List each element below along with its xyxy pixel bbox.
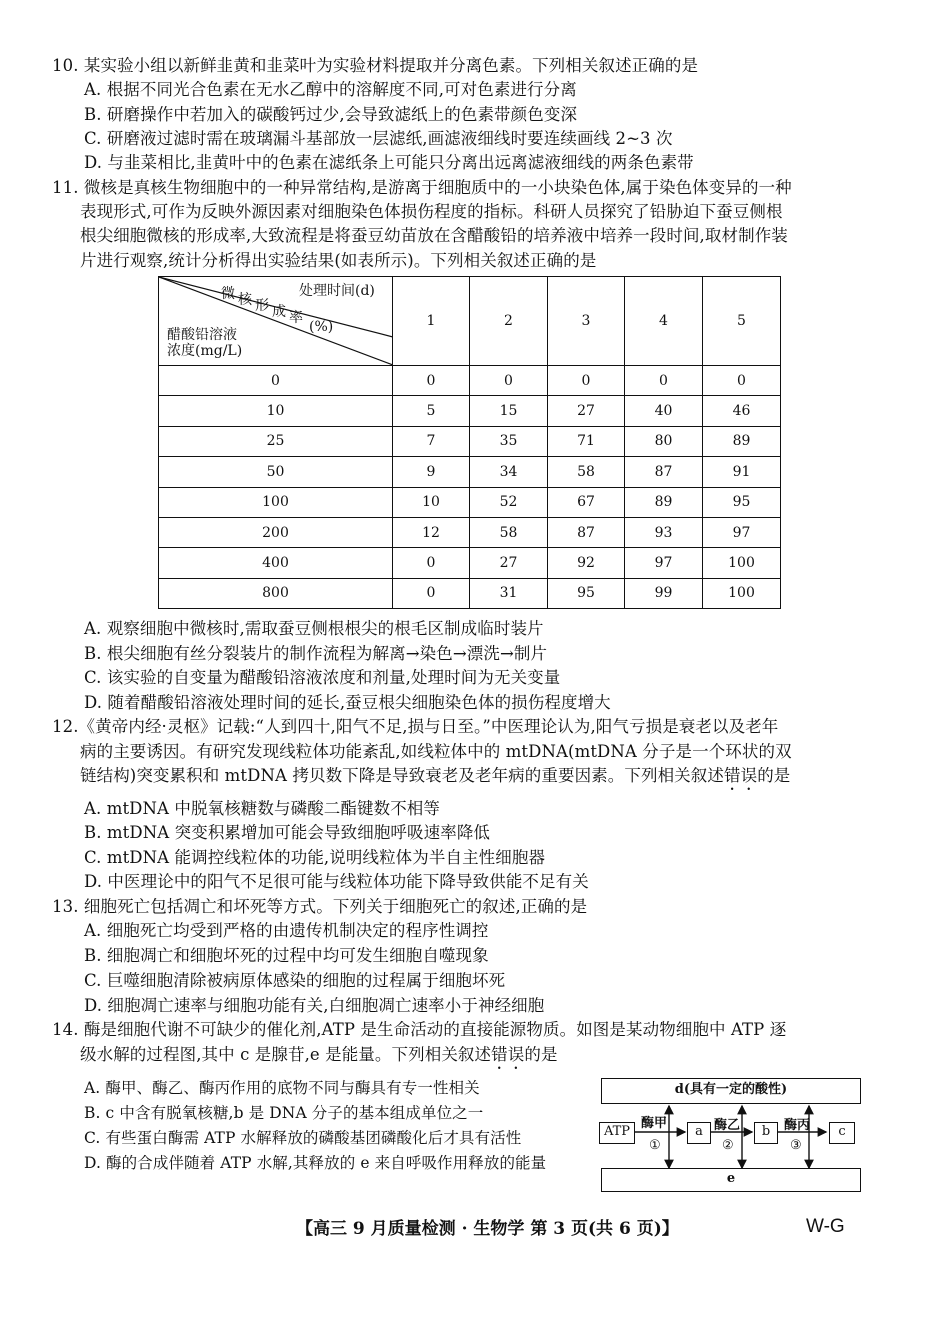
q14-option-d: D. 酶的合成伴随着 ATP 水解,其释放的 e 来自呼吸作用释放的能量 xyxy=(84,1154,547,1172)
rate-cell: 58 xyxy=(470,517,548,547)
q11-option-c: C. 该实验的自变量为醋酸铅溶液浓度和剂量,处理时间为无关变量 xyxy=(84,668,561,687)
enzyme-label: 酶乙 xyxy=(714,1118,741,1133)
rate-cell: 58 xyxy=(548,457,625,487)
q10-option-a: A. 根据不同光合色素在无水乙醇中的溶解度不同,可对色素进行分离 xyxy=(84,80,577,99)
header-day: 1 xyxy=(393,277,470,366)
rate-cell: 0 xyxy=(393,578,470,608)
table-row xyxy=(159,548,781,578)
table-corner-cell xyxy=(159,277,393,366)
q11-stem-line2: 表现形式,可作为反映外源因素对细胞染色体损伤程度的指标。科研人员探究了铅胁迫下蚕豆侧根 xyxy=(80,202,783,221)
rate-cell: 89 xyxy=(625,487,703,517)
q12-stem-line2: 病的主要诱因。有研究发现线粒体功能紊乱,如线粒体中的 mtDNA(mtDNA 分子是一个环状的双 xyxy=(80,742,792,761)
step-label: ② xyxy=(722,1138,734,1153)
q12-stem-line3-text: 链结构)突变累积和 mtDNA 拷贝数下降是导致衰老及老年病的重要因素。下列相关叙述 xyxy=(80,766,724,785)
q11-stem-line4: 片进行观察,统计分析得出实验结果(如表所示)。下列相关叙述正确的是 xyxy=(80,251,597,270)
rate-cell: 100 xyxy=(703,548,781,578)
q14-emphasis-word: 错误 xyxy=(491,1045,525,1064)
rate-cell: 92 xyxy=(548,548,625,578)
rate-cell: 12 xyxy=(393,517,470,547)
q14-stem-line2-text: 级水解的过程图,其中 c 是腺苷,e 是能量。下列相关叙述 xyxy=(80,1045,492,1064)
table-row xyxy=(159,457,781,487)
header-time-label: 处理时间(d) xyxy=(299,283,375,299)
q14-option-a: A. 酶甲、酶乙、酶丙作用的底物不同与酶具有专一性相关 xyxy=(84,1079,480,1097)
concentration-cell: 800 xyxy=(159,578,393,608)
enzyme-label: 酶甲 xyxy=(641,1116,668,1131)
header-day: 2 xyxy=(470,277,548,366)
rate-cell: 15 xyxy=(470,396,548,426)
node-b: b xyxy=(754,1122,778,1144)
rate-cell: 40 xyxy=(625,396,703,426)
energy-box-e: e xyxy=(601,1168,861,1192)
acid-box-d: d(具有一定的酸性) xyxy=(601,1078,861,1104)
rate-cell: 9 xyxy=(393,457,470,487)
rate-cell: 93 xyxy=(625,517,703,547)
q10-option-b: B. 研磨操作中若加入的碳酸钙过少,会导致滤纸上的色素带颜色变深 xyxy=(84,105,578,124)
rate-cell: 80 xyxy=(625,426,703,456)
rate-cell: 0 xyxy=(393,366,470,396)
rate-cell: 87 xyxy=(625,457,703,487)
header-rate-unit: (%) xyxy=(309,319,334,335)
rate-cell: 71 xyxy=(548,426,625,456)
step-label: ③ xyxy=(790,1138,802,1153)
q14-stem-line1: 14. 酶是细胞代谢不可缺少的催化剂,ATP 是生命活动的直接能源物质。如图是某动物细胞中 ATP 逐 xyxy=(52,1020,787,1039)
q10-option-c: C. 研磨液过滤时需在玻璃漏斗基部放一层滤纸,画滤液细线时要连续画线 2~3 次 xyxy=(84,129,673,148)
node-atp: ATP xyxy=(599,1122,635,1144)
table-row xyxy=(159,517,781,547)
q12-stem-end: 的是 xyxy=(757,766,791,785)
rate-cell: 5 xyxy=(393,396,470,426)
concentration-cell: 25 xyxy=(159,426,393,456)
header-rate-char: 形 xyxy=(255,298,269,314)
table-header-row xyxy=(159,277,781,366)
q13-option-a: A. 细胞死亡均受到严格的由遗传机制决定的程序性调控 xyxy=(84,921,489,940)
header-rate-char: 微 xyxy=(221,286,235,302)
concentration-cell: 400 xyxy=(159,548,393,578)
concentration-cell: 0 xyxy=(159,366,393,396)
q11-option-d: D. 随着醋酸铅溶液处理时间的延长,蚕豆根尖细胞染色体的损伤程度增大 xyxy=(84,693,611,712)
q11-option-a: A. 观察细胞中微核时,需取蚕豆侧根根尖的根毛区制成临时装片 xyxy=(84,619,544,638)
q11-stem-line1: 11. 微核是真核生物细胞中的一种异常结构,是游离于细胞质中的一小块染色体,属于染色体变异的一种 xyxy=(52,178,792,197)
rate-cell: 27 xyxy=(470,548,548,578)
node-c: c xyxy=(829,1122,855,1144)
header-conc-line1: 醋酸铅溶液 xyxy=(167,327,237,343)
rate-cell: 0 xyxy=(548,366,625,396)
rate-cell: 7 xyxy=(393,426,470,456)
q12-option-a: A. mtDNA 中脱氧核糖数与磷酸二酯键数不相等 xyxy=(84,799,441,818)
table-row xyxy=(159,396,781,426)
q11-option-b: B. 根尖细胞有丝分裂装片的制作流程为解离→染色→漂洗→制片 xyxy=(84,644,548,663)
header-day: 4 xyxy=(625,277,703,366)
page-footer: 【高三 9 月质量检测 · 生物学 第 3 页(共 6 页)】 xyxy=(296,1219,679,1239)
concentration-cell: 50 xyxy=(159,457,393,487)
micronucleus-table xyxy=(158,276,781,609)
enzyme-label: 酶丙 xyxy=(784,1118,811,1133)
rate-cell: 95 xyxy=(703,487,781,517)
q12-option-c: C. mtDNA 能调控线粒体的功能,说明线粒体为半自主性细胞器 xyxy=(84,848,546,867)
rate-cell: 100 xyxy=(703,578,781,608)
q12-stem-line3 xyxy=(80,764,790,794)
rate-cell: 67 xyxy=(548,487,625,517)
paper-code: W-G xyxy=(806,1216,845,1237)
table-row xyxy=(159,366,781,396)
header-rate-char: 核 xyxy=(238,292,252,308)
rate-cell: 0 xyxy=(625,366,703,396)
header-day: 3 xyxy=(548,277,625,366)
step-label: ① xyxy=(649,1138,661,1153)
rate-cell: 10 xyxy=(393,487,470,517)
q12-stem-line1: 12.《黄帝内经·灵枢》记载:“人到四十,阳气不足,损与日至。”中医理论认为,阳气亏损是衰老以及老年 xyxy=(52,717,779,736)
header-rate-char: 成 xyxy=(272,304,286,320)
header-day: 5 xyxy=(703,277,781,366)
rate-cell: 27 xyxy=(548,396,625,426)
table-body xyxy=(159,366,781,609)
rate-cell: 46 xyxy=(703,396,781,426)
q12-option-d: D. 中医理论中的阳气不足很可能与线粒体功能下降导致供能不足有关 xyxy=(84,872,589,891)
q14-option-b: B. c 中含有脱氧核糖,b 是 DNA 分子的基本组成单位之一 xyxy=(84,1104,484,1122)
rate-cell: 34 xyxy=(470,457,548,487)
q12-emphasis-word: 错误 xyxy=(724,766,758,785)
q13-stem: 13. 细胞死亡包括凋亡和坏死等方式。下列关于细胞死亡的叙述,正确的是 xyxy=(52,897,588,916)
table-row xyxy=(159,426,781,456)
rate-cell: 31 xyxy=(470,578,548,608)
rate-cell: 35 xyxy=(470,426,548,456)
rate-cell: 97 xyxy=(625,548,703,578)
rate-cell: 99 xyxy=(625,578,703,608)
table-row xyxy=(159,487,781,517)
q13-option-b: B. 细胞凋亡和细胞坏死的过程中均可发生细胞自噬现象 xyxy=(84,946,489,965)
q14-stem-line2 xyxy=(80,1043,558,1073)
rate-cell: 0 xyxy=(393,548,470,578)
rate-cell: 89 xyxy=(703,426,781,456)
rate-cell: 95 xyxy=(548,578,625,608)
node-a: a xyxy=(687,1122,711,1144)
rate-cell: 0 xyxy=(703,366,781,396)
rate-cell: 87 xyxy=(548,517,625,547)
rate-cell: 0 xyxy=(470,366,548,396)
q12-option-b: B. mtDNA 突变积累增加可能会导致细胞呼吸速率降低 xyxy=(84,823,491,842)
concentration-cell: 100 xyxy=(159,487,393,517)
rate-cell: 91 xyxy=(703,457,781,487)
q13-option-d: D. 细胞凋亡速率与细胞功能有关,白细胞凋亡速率小于神经细胞 xyxy=(84,996,545,1015)
rate-cell: 52 xyxy=(470,487,548,517)
concentration-cell: 200 xyxy=(159,517,393,547)
table-row xyxy=(159,578,781,608)
q13-option-c: C. 巨噬细胞清除被病原体感染的细胞的过程属于细胞坏死 xyxy=(84,971,506,990)
concentration-cell: 10 xyxy=(159,396,393,426)
header-conc-line2: 浓度(mg/L) xyxy=(167,343,243,359)
atp-hydrolysis-diagram xyxy=(597,1076,863,1194)
q14-stem-end: 的是 xyxy=(524,1045,558,1064)
q10-stem: 10. 某实验小组以新鲜韭黄和韭菜叶为实验材料提取并分离色素。下列相关叙述正确的是 xyxy=(52,56,699,75)
rate-cell: 97 xyxy=(703,517,781,547)
q14-option-c: C. 有些蛋白酶需 ATP 水解释放的磷酸基团磷酸化后才具有活性 xyxy=(84,1129,522,1147)
q10-option-d: D. 与韭菜相比,韭黄叶中的色素在滤纸条上可能只分离出远离滤液细线的两条色素带 xyxy=(84,153,694,172)
q11-stem-line3: 根尖细胞微核的形成率,大致流程是将蚕豆幼苗放在含醋酸铅的培养液中培养一段时间,取材制作装 xyxy=(80,226,788,245)
header-rate-char: 率 xyxy=(289,310,303,326)
